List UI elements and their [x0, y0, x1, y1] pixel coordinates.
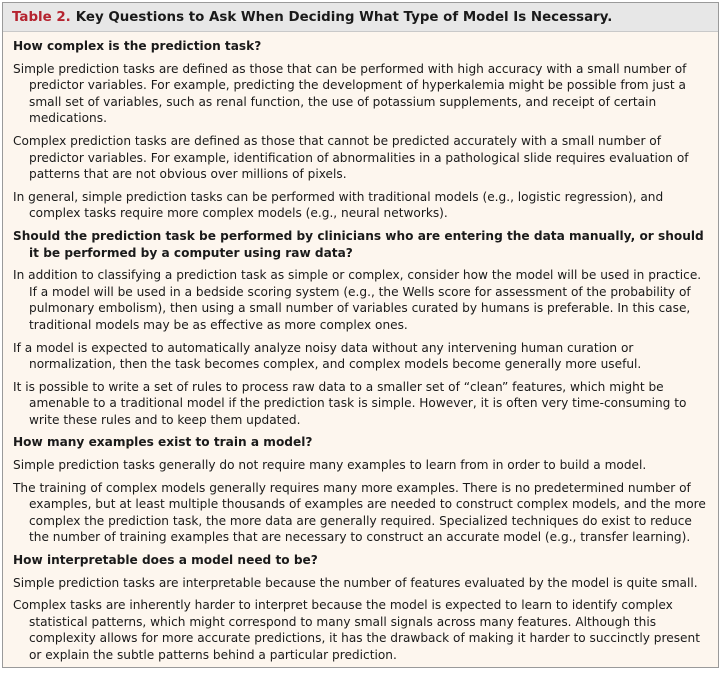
answer-paragraph: In addition to classifying a prediction task as simple or complex, consider how the model will be used in practice. If a model will be used in a bedside scoring system (e.g., the Wells score for assessment of the probability of pulmonary embolism), then using a small number of variables curated by humans is preferable. In this case, traditional models may be as effective as more complex ones. [13, 268, 702, 332]
table-number: Table 2. [12, 9, 71, 25]
answer-paragraph: The training of complex models generally requires many more examples. There is no predetermined number of examples, but at least multiple thousands of examples are needed to construct complex models, and the more complex the prediction task, the more data are generally required. Specialized techniques do exist to reduce the number of training examples that are necessary to construct an accurate model (e.g., transfer learning). [13, 480, 706, 545]
table-title: Key Questions to Ask When Deciding What Type of Model Is Necessary. [75, 9, 613, 25]
answer-paragraph: Complex tasks are inherently harder to interpret because the model is expected to learn to identify complex statistical patterns, which might correspond to many small signals across many features. Although this complexity allows for more accurate predictions, it has the drawback of making it harder to succinctly present or explain the subtle patterns behind a particular prediction. [13, 598, 700, 662]
answer-paragraph: If a model is expected to automatically analyze noisy data without any intervening human curation or normalization, then the task becomes complex, and complex models become generally more useful. [13, 340, 642, 372]
question-training-examples: How many examples exist to train a model? [13, 435, 313, 450]
answer-paragraph: It is possible to write a set of rules to process raw data to a smaller set of “clean” features, which might be amenable to a traditional model if the prediction task is simple. However, it is often very time-consuming to write these rules and to keep them updated. [13, 379, 687, 427]
table-body [3, 32, 718, 664]
question-interpretability: How interpretable does a model need to be? [13, 553, 318, 568]
answer-paragraph: In general, simple prediction tasks can be performed with traditional models (e.g., logistic regression), and complex tasks require more complex models (e.g., neural networks). [13, 189, 664, 221]
answer-paragraph: Simple prediction tasks are defined as those that can be performed with high accuracy with a small number of predictor variables. For example, predicting the development of hyperkalemia might be possible from just a small set of variables, such as renal function, the use of potassium supplements, and receipt of certain medications. [13, 61, 687, 126]
question-clinician-or-computer: Should the prediction task be performed by clinicians who are entering the data manually, or should it be performed by a computer using raw data? [13, 228, 704, 260]
table-header [3, 3, 718, 32]
answer-paragraph: Simple prediction tasks are interpretable because the number of features evaluated by the model is quite small. [13, 575, 698, 590]
table-frame [2, 2, 719, 668]
question-complexity: How complex is the prediction task? [13, 39, 262, 53]
answer-paragraph: Simple prediction tasks generally do not require many examples to learn from in order to build a model. [13, 458, 647, 473]
answer-paragraph: Complex prediction tasks are defined as those that cannot be predicted accurately with a small number of predictor variables. For example, identification of abnormalities in a pathological slide requires evaluation of patterns that are not obvious over millions of pixels. [13, 133, 689, 182]
